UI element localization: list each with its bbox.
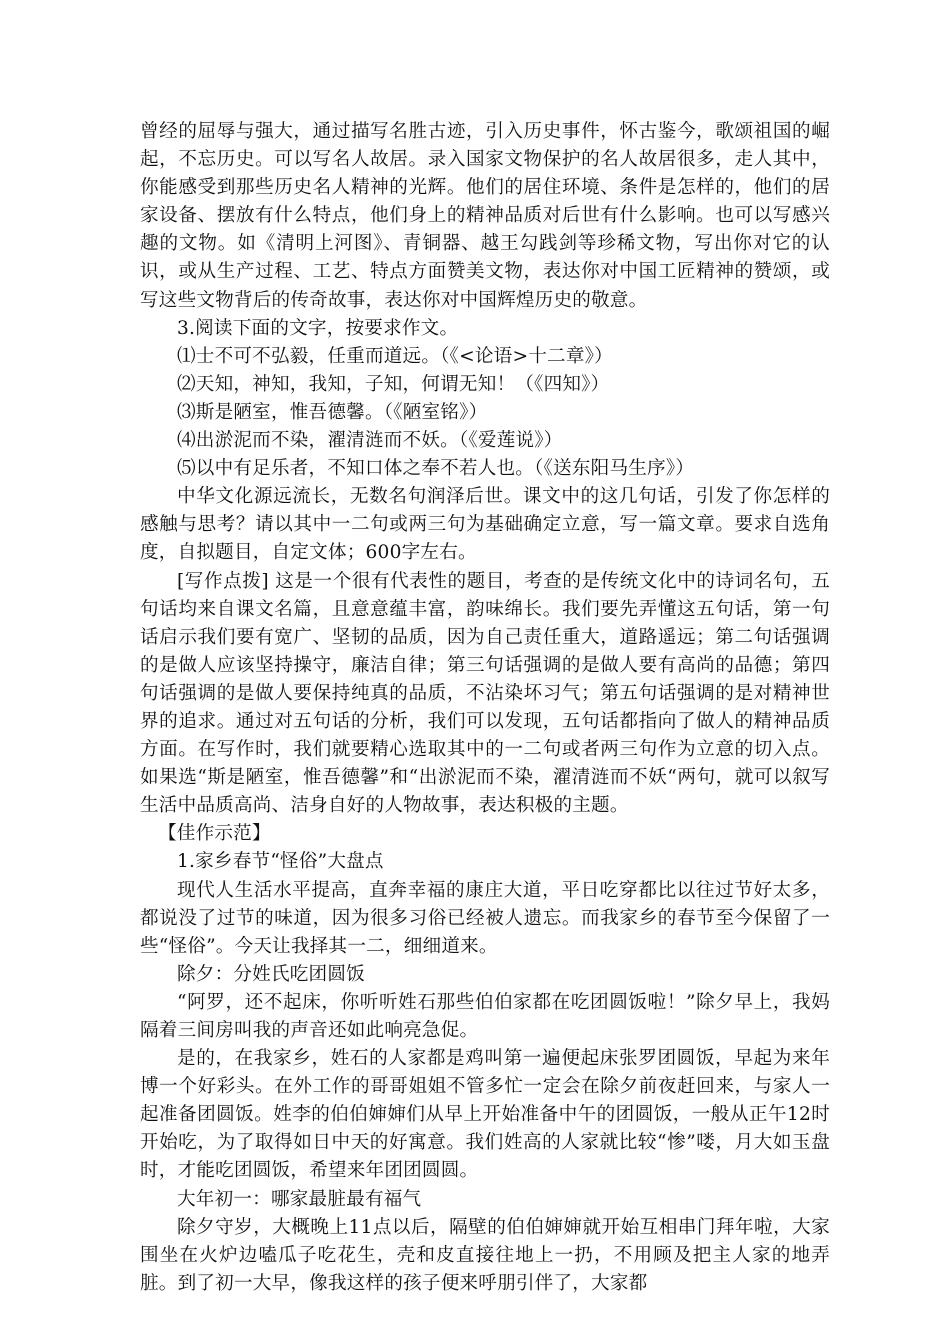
essay-subheading: 大年初一：哪家最脏最有福气 bbox=[177, 1188, 422, 1210]
writing-prompt: 中华文化源远流长，无数名句润泽后世。课文中的这几句话，引发了你怎样的感触与思考？请以其中一二句或两三句为基础确定立意，写一篇文章。要求自选角度，自拟题目，自定文体；600字左右。 bbox=[140, 486, 830, 564]
essay-paragraph: 现代人生活水平提高，直奔幸福的康庄大道，平日吃穿都比以往过节好太多，都说没了过节的味道，因为很多习俗已经被人遗忘。而我家乡的春节至今保留了一些“怪俗”。今天让我择其一二，细细道来。 bbox=[140, 879, 830, 957]
essay-paragraph: 是的，在我家乡，姓石的人家都是鸡叫第一遍便起床张罗团圆饭，早起为来年博一个好彩头。在外工作的哥哥姐姐不管多忙一定会在除夕前夜赶回来，与家人一起准备团圆饭。姓李的伯伯婶婶们从早上开始准备中午的团圆饭，一般从正午12时开始吃，为了取得如日中天的好寓意。我们姓高的人家就比较“惨”喽，月大如玉盘时，才能吃团圆饭，希望来年团团圆圆。 bbox=[140, 1048, 830, 1182]
essay-paragraph: 除夕守岁，大概晚上11点以后，隔壁的伯伯婶婶就开始互相串门拜年啦，大家围坐在火炉边嗑瓜子吃花生，壳和皮直接往地上一扔，不用顾及把主人家的地弄脏。到了初一大早，像我这样的孩子便来呼朋引伴了，大家都 bbox=[140, 1216, 830, 1294]
essay-subheading: 除夕：分姓氏吃团圆饭 bbox=[177, 963, 365, 985]
quote-3: ⑶斯是陋室，惟吾德馨。（《陋室铭》） bbox=[177, 401, 488, 423]
question-3-title: 3.阅读下面的文字，按要求作文。 bbox=[177, 317, 459, 339]
quote-1: ⑴士不可不弘毅，任重而道远。（《<论语>十二章》） bbox=[177, 345, 613, 367]
quote-4: ⑷出淤泥而不染，濯清涟而不妖。（《爱莲说》） bbox=[177, 430, 563, 452]
quote-2: ⑵天知，神知，我知，子知，何谓无知！（《四知》） bbox=[177, 373, 610, 395]
essay-paragraph: “阿罗，还不起床，你听听姓石那些伯伯家都在吃团圆饭啦！”除夕早上，我妈隔着三间房叫我的声音还如此响亮急促。 bbox=[140, 991, 830, 1041]
section-heading-examples: 【佳作示范】 bbox=[158, 823, 271, 845]
quote-5: ⑸以中有足乐者，不知口体之奉不若人也。（《送东阳马生序》） bbox=[177, 458, 695, 480]
writing-guidance: [写作点拨] 这是一个很有代表性的题目，考查的是传统文化中的诗词名句，五句话均来自课文名篇，且意意蕴丰富，韵味绵长。我们要先弄懂这五句话，第一句话启示我们要有宽广、坚韧的品质，因为自己责任重大，道路遥远；第二句话强调的是做人应该坚持操守，廉洁自律；第三句话强调的是做人要有高尚的品德；第四句话强调的是做人要保持纯真的品质，不沾染坏习气；第五句话强调的是对精神世界的追求。通过对五句话的分析，我们可以发现，五句话都指向了做人的精神品质方面。在写作时，我们就要精心选取其中的一二句或者两三句作为立意的切入点。如果选“斯是陋室，惟吾德馨”和“出淤泥而不染，濯清涟而不妖“两句，就可以叙写生活中品质高尚、洁身自好的人物故事，表达积极的主题。 bbox=[140, 570, 830, 817]
essay-title: 1.家乡春节“怪俗”大盘点 bbox=[177, 851, 384, 873]
paragraph-history-sites: 曾经的屈辱与强大，通过描写名胜古迹，引入历史事件，怀古鉴今，歌颂祖国的崛起，不忘历史。可以写名人故居。录入国家文物保护的名人故居很多，走人其中，你能感受到那些历史名人精神的光辉。他们的居住环境、条件是怎样的，他们的居家设备、摆放有什么特点，他们身上的精神品质对后世有什么影响。也可以写感兴趣的文物。如《清明上河图》、青铜器、越王勾践剑等珍稀文物，写出你对它的认识，或从生产过程、工艺、特点方面赞美文物，表达你对中国工匠精神的赞颂，或写这些文物背后的传奇故事，表达你对中国辉煌历史的敬意。 bbox=[140, 121, 830, 311]
document-page bbox=[140, 118, 830, 1298]
